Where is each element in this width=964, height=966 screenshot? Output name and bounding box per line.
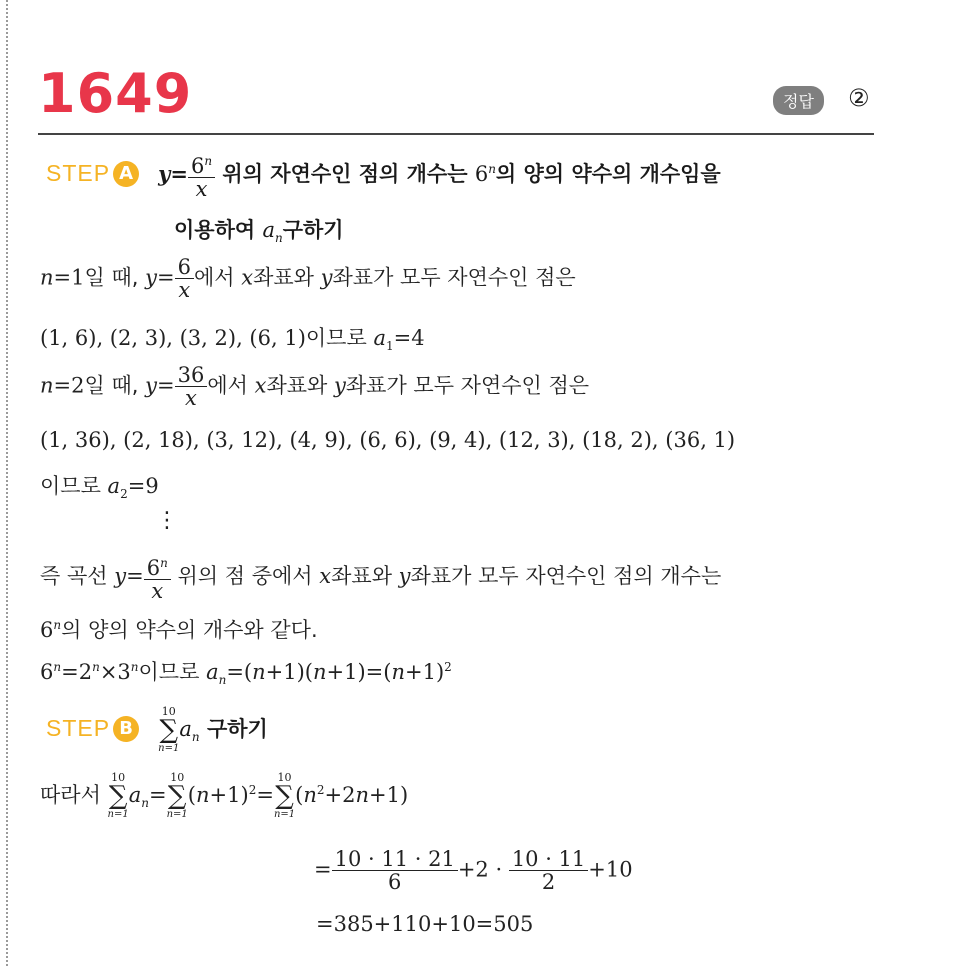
line-conclusion-b: 위의 점 중에서 (177, 564, 313, 588)
line-n1-d: 좌표가 모두 자연수인 점은 (332, 265, 576, 290)
step-b-letter: B (113, 716, 139, 742)
line-points-n1: (1, 6), (2, 3), (3, 2), (6, 1)이므로 $a_1=4$ (40, 326, 425, 354)
step-a-label: STEP (46, 160, 111, 186)
step-a-text4: 구하기 (282, 218, 344, 242)
step-a-letter: A (113, 161, 139, 187)
line-n2-c: 좌표와 (266, 373, 328, 398)
line-n1-b: 에서 (193, 265, 235, 290)
line-a2: 이므로 $a_2=9$ (40, 474, 159, 502)
vertical-ellipsis: ⋮ (156, 508, 178, 533)
line-conclusion-a: 즉 곡선 (40, 564, 108, 588)
step-a-text1: 위의 자연수인 점의 개수는 (222, 162, 468, 186)
line-conclusion-c: 좌표와 (331, 564, 392, 588)
line-n2-d: 좌표가 모두 자연수인 점은 (345, 373, 590, 398)
calc-line-2: = $\frac{10 \cdot 11 \cdot 21}{6}$ +2 · $\frac{10 \cdot 11}{2}$ +10 (314, 847, 633, 894)
calc-prefix: 따라서 (40, 783, 101, 807)
answer-badge: 정답 (773, 86, 824, 115)
step-b-label: STEP (46, 715, 111, 741)
points-n1: (1, 6), (2, 3), (3, 2), (6, 1) (40, 326, 306, 350)
line-a2-prefix: 이므로 (40, 474, 101, 498)
line-conclusion-d: 좌표가 모두 자연수인 점의 개수는 (410, 564, 722, 588)
answer-value: ② (848, 84, 870, 112)
line-n1-c: 좌표와 (253, 265, 314, 290)
line-conclusion: 즉 곡선 y= $\frac{6^n}{x}$ 위의 점 중에서 x좌표와 y좌표가 모두 자연수인 점의 개수는 (40, 552, 721, 602)
step-b-heading: STEP B 10 ∑ n=1 $a_n$ 구하기 (46, 705, 268, 754)
line-divisors-text: 의 양의 약수의 개수와 같다. (61, 618, 318, 642)
margin-dotted-line (6, 0, 8, 966)
line-n2: n=2일 때, y= $\frac{36}{x}$ 에서 x좌표와 y좌표가 모두 자연수인 점은 (40, 363, 590, 410)
calc-line-3: =385+110+10=505 (316, 912, 534, 936)
step-a-heading: STEP A y= $\frac{6^n}{x}$ 위의 자연수인 점의 개수는 6$^n$의 양의 약수의 개수임을 (46, 150, 721, 200)
points-n1-suffix: 이므로 (305, 326, 367, 350)
line-n2-b: 에서 (207, 373, 248, 398)
line-formula: $6^n=2^n\times 3^n$이므로 $a_n=(n+1)(n+1)=(n+1)^2$ (40, 660, 452, 688)
line-divisors: 6$^n$의 양의 약수의 개수와 같다. (40, 618, 318, 642)
step-a-text3: 이용하여 (174, 218, 256, 242)
step-b-text: 구하기 (206, 717, 268, 741)
points-n2: (1, 36), (2, 18), (3, 12), (4, 9), (6, 6), (9, 4), (12, 3), (18, 2), (36, 1) (40, 428, 736, 452)
problem-number: 1649 (38, 62, 193, 125)
line-n1-a: 일 때, (84, 265, 139, 290)
header-rule (38, 133, 874, 135)
step-a-heading-line2: 이용하여 $a_n$구하기 (174, 218, 344, 246)
line-n2-a: 일 때, (84, 373, 139, 398)
calc-line-1: 따라서 10 ∑ n=1 $a_n=$ 10 ∑ n=1 $(n+1)^2=$ 10 ∑ n=1 $(n^2+2n+1)$ (40, 771, 409, 820)
step-a-text2: 의 양의 약수의 개수임을 (495, 162, 721, 186)
line-n1: n=1일 때, y= $\frac{6}{x}$ 에서 x좌표와 y좌표가 모두 자연수인 점은 (40, 255, 576, 302)
line-formula-mid: 이므로 (138, 660, 200, 684)
